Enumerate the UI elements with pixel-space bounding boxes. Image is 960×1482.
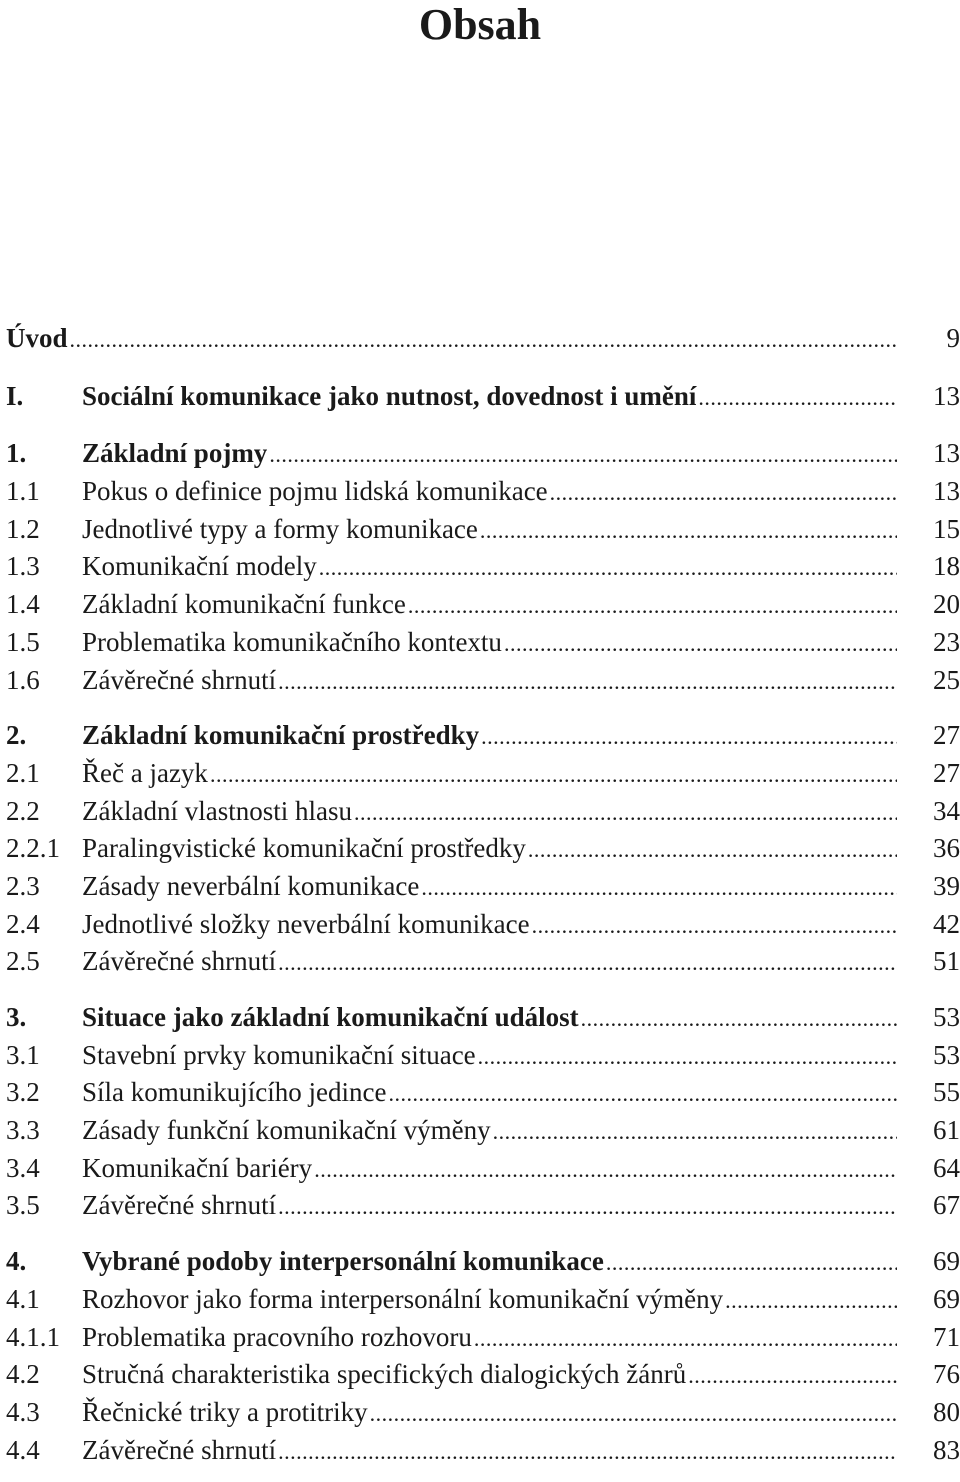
toc-entry-page-number: 15 xyxy=(933,513,960,544)
toc-entry-heading xyxy=(82,511,897,550)
toc-entry-page-number: 69 xyxy=(933,1246,960,1277)
toc-entry-heading xyxy=(82,548,897,587)
toc-entry[interactable] xyxy=(6,320,960,358)
toc-entry-number: 1.3 xyxy=(6,551,40,582)
toc-entry-title: Komunikační bariéry xyxy=(82,1152,313,1183)
toc-entry-title: Závěrečné shrnutí xyxy=(82,1190,277,1221)
toc-entry-heading xyxy=(82,755,897,794)
toc-entry[interactable] xyxy=(6,999,960,1037)
toc-entry-heading xyxy=(82,1112,897,1151)
toc-entry-page-number: 55 xyxy=(933,1077,960,1108)
toc-entry-heading xyxy=(82,1074,897,1113)
toc-entry[interactable] xyxy=(6,755,960,793)
toc-entry-title: Vybrané podoby interpersonální komunikace xyxy=(82,1246,604,1277)
toc-entry[interactable] xyxy=(6,378,960,416)
table-of-contents xyxy=(6,320,960,1469)
toc-entry-title: Stručná charakteristika specifických dialogických žánrů xyxy=(82,1359,687,1390)
toc-entry-title: Řeč a jazyk xyxy=(82,757,208,788)
dot-leader xyxy=(606,1244,897,1282)
dot-leader xyxy=(370,1395,897,1433)
dot-leader xyxy=(528,831,897,869)
toc-entry-number: 3.3 xyxy=(6,1115,40,1146)
dot-leader xyxy=(210,756,897,794)
toc-entry[interactable] xyxy=(6,830,960,868)
toc-entry-number: 1.5 xyxy=(6,626,40,657)
toc-entry-heading xyxy=(82,1319,897,1358)
dot-leader xyxy=(493,1113,897,1151)
toc-entry-heading xyxy=(82,943,897,982)
toc-entry-title: Paralingvistické komunikační prostředky xyxy=(82,833,526,864)
dot-leader xyxy=(550,474,897,512)
dot-leader xyxy=(474,1320,897,1358)
toc-entry-page-number: 34 xyxy=(933,795,960,826)
toc-entry[interactable] xyxy=(6,662,960,700)
toc-entry-number: 3.4 xyxy=(6,1152,40,1183)
toc-entry-page-number: 53 xyxy=(933,1002,960,1032)
toc-entry-page-number: 64 xyxy=(933,1152,960,1183)
toc-entry-title: Rozhovor jako forma interpersonální komunikační výměny xyxy=(82,1283,724,1314)
toc-entry[interactable] xyxy=(6,1074,960,1112)
toc-entry-title: Pokus o definice pojmu lidská komunikace xyxy=(82,476,548,507)
dot-leader xyxy=(278,1188,897,1226)
toc-entry-title: Síla komunikujícího jedince xyxy=(82,1077,387,1108)
toc-entry-number: 4. xyxy=(6,1246,27,1277)
toc-entry-title: Úvod xyxy=(6,323,68,353)
toc-entry-number: 2.5 xyxy=(6,946,40,977)
toc-entry[interactable] xyxy=(6,1243,960,1281)
toc-entry-heading xyxy=(82,1243,897,1282)
toc-entry-heading xyxy=(82,1187,897,1226)
toc-entry[interactable] xyxy=(6,906,960,944)
dot-leader xyxy=(725,1282,897,1320)
toc-entry-title: Problematika pracovního rozhovoru xyxy=(82,1321,472,1352)
toc-entry-page-number: 83 xyxy=(933,1434,960,1465)
dot-leader xyxy=(698,379,897,417)
dot-leader xyxy=(278,1433,897,1471)
dot-leader xyxy=(70,321,897,359)
toc-entry-heading xyxy=(82,1432,897,1471)
toc-entry[interactable] xyxy=(6,1432,960,1470)
toc-entry-page-number: 67 xyxy=(933,1190,960,1221)
toc-entry-heading xyxy=(82,378,897,417)
toc-entry-number: 1.4 xyxy=(6,589,40,620)
toc-entry-page-number: 20 xyxy=(933,589,960,620)
dot-leader xyxy=(688,1357,897,1395)
toc-entry-heading xyxy=(82,624,897,663)
toc-entry[interactable] xyxy=(6,868,960,906)
toc-entry-page-number: 53 xyxy=(933,1039,960,1070)
toc-entry[interactable] xyxy=(6,586,960,624)
toc-entry-heading xyxy=(82,586,897,625)
toc-entry-number: 4.3 xyxy=(6,1396,40,1427)
toc-entry[interactable] xyxy=(6,435,960,473)
toc-entry-number: 1. xyxy=(6,438,27,469)
toc-entry-title: Závěrečné shrnutí xyxy=(82,664,277,695)
toc-entry-number: 4.4 xyxy=(6,1434,40,1465)
dot-leader xyxy=(314,1151,897,1189)
toc-entry-heading xyxy=(82,830,897,869)
toc-entry-number: 3.1 xyxy=(6,1039,40,1070)
toc-entry-page-number: 9 xyxy=(946,323,960,353)
dot-leader xyxy=(581,1000,897,1038)
toc-entry[interactable] xyxy=(6,1356,960,1394)
toc-entry-heading xyxy=(82,999,897,1038)
toc-entry[interactable] xyxy=(6,1394,960,1432)
toc-entry-heading xyxy=(82,1281,897,1320)
toc-entry-title: Základní vlastnosti hlasu xyxy=(82,795,352,826)
toc-entry-heading xyxy=(82,1037,897,1076)
dot-leader xyxy=(354,794,897,832)
toc-entry[interactable] xyxy=(6,793,960,831)
toc-entry-heading xyxy=(82,473,897,512)
toc-entry-heading xyxy=(82,435,897,474)
toc-entry-title: Základní pojmy xyxy=(82,438,268,469)
toc-entry-page-number: 76 xyxy=(933,1359,960,1390)
dot-leader xyxy=(269,436,897,474)
toc-entry[interactable] xyxy=(6,548,960,586)
toc-entry-number: 4.1 xyxy=(6,1283,40,1314)
toc-entry-number: 2.1 xyxy=(6,757,40,788)
toc-entry-title: Situace jako základní komunikační událost xyxy=(82,1002,579,1032)
toc-entry-page-number: 25 xyxy=(933,664,960,695)
dot-leader xyxy=(388,1075,897,1113)
toc-entry-heading xyxy=(6,320,897,359)
toc-entry-title: Problematika komunikačního kontextu xyxy=(82,626,502,657)
toc-entry-title: Zásady neverbální komunikace xyxy=(82,870,420,901)
toc-entry-number: 4.1.1 xyxy=(6,1321,60,1352)
toc-entry-number: 2.2.1 xyxy=(6,833,60,864)
toc-entry-page-number: 13 xyxy=(933,380,960,411)
toc-entry-page-number: 18 xyxy=(933,551,960,582)
toc-entry-number: 2. xyxy=(6,720,27,751)
toc-entry-title: Jednotlivé složky neverbální komunikace xyxy=(82,908,530,939)
toc-entry-title: Řečnické triky a protitriky xyxy=(82,1396,368,1427)
toc-entry[interactable] xyxy=(6,1150,960,1188)
toc-entry-title: Sociální komunikace jako nutnost, dovednost i umění xyxy=(82,380,697,411)
toc-entry-page-number: 42 xyxy=(933,908,960,939)
toc-entry-number: 3.2 xyxy=(6,1077,40,1108)
toc-entry-heading xyxy=(82,868,897,907)
toc-entry-title: Komunikační modely xyxy=(82,551,317,582)
toc-entry[interactable] xyxy=(6,1319,960,1357)
page-title: Obsah xyxy=(418,0,542,49)
toc-entry-title: Zásady funkční komunikační výměny xyxy=(82,1115,491,1146)
toc-entry[interactable] xyxy=(6,511,960,549)
toc-entry-page-number: 51 xyxy=(933,946,960,977)
toc-entry[interactable] xyxy=(6,1037,960,1075)
toc-entry-heading xyxy=(82,906,897,945)
toc-entry-page-number: 69 xyxy=(933,1283,960,1314)
toc-entry-number: 2.3 xyxy=(6,870,40,901)
toc-entry-title: Stavební prvky komunikační situace xyxy=(82,1039,476,1070)
dot-leader xyxy=(408,587,897,625)
toc-entry-page-number: 23 xyxy=(933,626,960,657)
toc-entry-title: Základní komunikační prostředky xyxy=(82,720,480,751)
toc-entry-title: Jednotlivé typy a formy komunikace xyxy=(82,513,478,544)
toc-entry[interactable] xyxy=(6,1281,960,1319)
toc-entry-number: 1.6 xyxy=(6,664,40,695)
toc-entry-page-number: 71 xyxy=(933,1321,960,1352)
dot-leader xyxy=(278,663,897,701)
toc-entry-heading xyxy=(82,662,897,701)
dot-leader xyxy=(319,549,897,587)
dot-leader xyxy=(532,907,897,945)
toc-entry[interactable] xyxy=(6,943,960,981)
toc-entry-heading xyxy=(82,1356,897,1395)
toc-entry-page-number: 13 xyxy=(933,476,960,507)
toc-entry-number: 2.4 xyxy=(6,908,40,939)
toc-entry[interactable] xyxy=(6,1187,960,1225)
toc-entry-heading xyxy=(82,1150,897,1189)
dot-leader xyxy=(480,512,897,550)
toc-entry-number: 1.2 xyxy=(6,513,40,544)
toc-entry-heading xyxy=(82,717,897,756)
toc-entry[interactable] xyxy=(6,717,960,755)
toc-entry-title: Závěrečné shrnutí xyxy=(82,1434,277,1465)
toc-entry-page-number: 27 xyxy=(933,757,960,788)
toc-entry-number: 4.2 xyxy=(6,1359,40,1390)
toc-entry-page-number: 36 xyxy=(933,833,960,864)
toc-entry-page-number: 80 xyxy=(933,1396,960,1427)
toc-entry-page-number: 13 xyxy=(933,438,960,469)
toc-entry-number: 2.2 xyxy=(6,795,40,826)
dot-leader xyxy=(278,944,897,982)
toc-entry[interactable] xyxy=(6,1112,960,1150)
toc-entry[interactable] xyxy=(6,473,960,511)
toc-entry-page-number: 61 xyxy=(933,1115,960,1146)
toc-entry-title: Závěrečné shrnutí xyxy=(82,946,277,977)
toc-entry-number: 3. xyxy=(6,1002,27,1032)
dot-leader xyxy=(504,625,897,663)
toc-entry[interactable] xyxy=(6,624,960,662)
toc-entry-heading xyxy=(82,793,897,832)
toc-entry-number: 1.1 xyxy=(6,476,40,507)
toc-entry-number: I. xyxy=(6,380,24,411)
toc-entry-number: 3.5 xyxy=(6,1190,40,1221)
dot-leader xyxy=(481,718,897,756)
dot-leader xyxy=(478,1038,897,1076)
dot-leader xyxy=(421,869,897,907)
toc-entry-title: Základní komunikační funkce xyxy=(82,589,406,620)
toc-entry-heading xyxy=(82,1394,897,1433)
toc-entry-page-number: 39 xyxy=(933,870,960,901)
toc-entry-page-number: 27 xyxy=(933,720,960,751)
